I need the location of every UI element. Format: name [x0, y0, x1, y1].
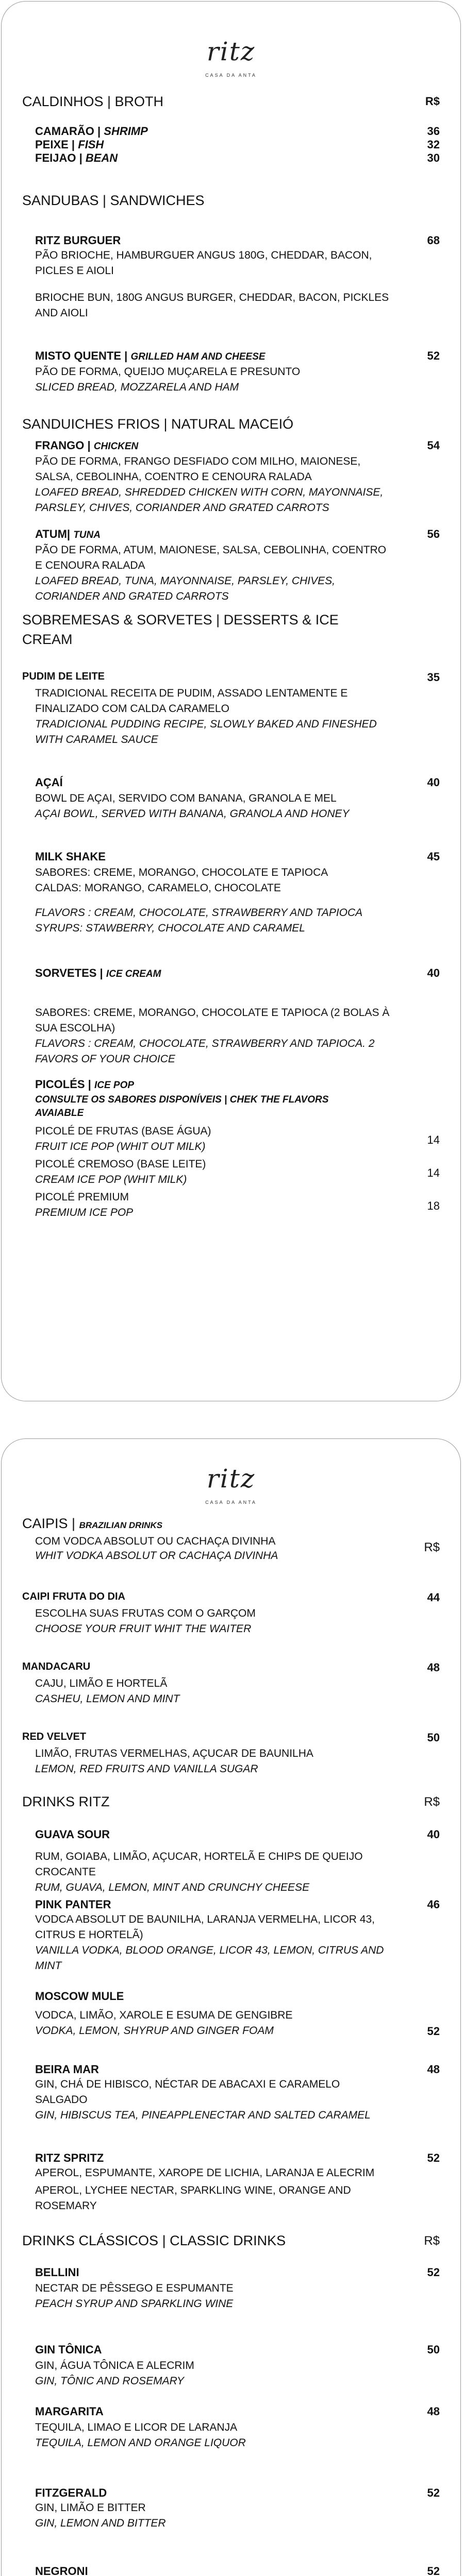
menu-item-price: 44 — [427, 1591, 440, 1604]
menu-item-price: 48 — [427, 2405, 440, 2418]
menu-item-name: NEGRONI — [35, 2565, 88, 2576]
menu-item-price: 52 — [427, 2486, 440, 2499]
menu-item-name: MARGARITA — [35, 2405, 104, 2418]
item-description-en: BRIOCHE BUN, 180G ANGUS BURGER, CHEDDAR, BACON, PICKLES — [35, 292, 389, 303]
flavors-note: CONSULTE OS SABORES DISPONÍVEIS | CHEK THE FLAVORS — [35, 1094, 329, 1105]
menu-page-1 — [1, 1, 461, 1401]
item-description-pt: CAJU, LIMÃO E HORTELÃ — [35, 1677, 168, 1689]
menu-item-price: 40 — [427, 967, 440, 979]
menu-item-name: FRANGO | CHICKEN — [35, 439, 139, 452]
ritz-logo — [2, 27, 460, 78]
menu-item-price: 54 — [427, 439, 440, 452]
item-description-pt: TRADICIONAL RECEITA DE PUDIM, ASSADO LENTAMENTE E — [35, 687, 348, 699]
menu-item-name: GIN TÔNICA — [35, 2343, 102, 2356]
item-description-en: AÇAI BOWL, SERVED WITH BANANA, GRANOLA AND HONEY — [35, 808, 350, 820]
menu-item-price: 50 — [427, 1731, 440, 1744]
menu-item-price: 56 — [427, 528, 440, 540]
menu-item-name: RITZ BURGUER — [35, 234, 121, 247]
menu-item-name: MANDACARU — [22, 1661, 91, 1672]
item-description-pt: PICOLÉ CREMOSO (BASE LEITE) — [35, 1158, 206, 1170]
menu-item-price: 35 — [427, 671, 440, 684]
ritz-logo — [2, 1454, 460, 1505]
item-description-pt: CITRUS E HORTELÃ) — [35, 1929, 143, 1941]
item-description-pt: FINALIZADO COM CALDA CARAMELO — [35, 703, 229, 715]
item-description-en: SYRUPS: STAWBERRY, CHOCOLATE AND CARAMEL — [35, 922, 305, 934]
menu-item-name: FITZGERALD — [35, 2486, 107, 2499]
logo-tagline: CASA DA ANTA — [205, 1500, 257, 1505]
menu-item-name: MISTO QUENTE | GRILLED HAM AND CHEESE — [35, 349, 266, 362]
section-description-pt: COM VODCA ABSOLUT OU CACHAÇA DIVINHA — [35, 1535, 276, 1547]
item-description-pt: SABORES: CREME, MORANGO, CHOCOLATE E TAPIOCA — [35, 867, 328, 878]
menu-item-name: CAMARÃO | SHRIMP — [35, 125, 148, 138]
item-description-pt: SABORES: CREME, MORANGO, CHOCOLATE E TAPIOCA (2 BOLAS À — [35, 1007, 390, 1019]
menu-item-price: 30 — [427, 151, 440, 164]
section-title-caldinhos: CALDINHOS | BROTH — [22, 94, 164, 109]
item-description-en: FAVORS OF YOUR CHOICE — [35, 1053, 175, 1065]
item-description-pt: APEROL, ESPUMANTE, XAROPE DE LICHIA, LARANJA E ALECRIM — [35, 2167, 375, 2179]
item-description-pt: E CENOURA RALADA — [35, 560, 145, 571]
currency-label: R$ — [424, 2234, 440, 2248]
item-description-pt: TEQUILA, LIMAO E LICOR DE LARANJA — [35, 2421, 238, 2433]
flavors-note: AVAIABLE — [35, 1108, 84, 1118]
menu-item-price: 50 — [427, 2343, 440, 2356]
menu-item-name: ATUM| TUNA — [35, 528, 101, 540]
item-description-en: PARSLEY, CHIVES, CORIANDER AND GRATED CARROTS — [35, 502, 329, 514]
item-description-en: FLAVORS : CREAM, CHOCOLATE, STRAWBERRY AND TAPIOCA. 2 — [35, 1038, 375, 1049]
item-description-pt: BOWL DE AÇAI, SERVIDO COM BANANA, GRANOLA E MEL — [35, 792, 337, 804]
item-description-pt: CROCANTE — [35, 1866, 96, 1878]
section-title-sobremesas-2: CREAM — [22, 632, 73, 647]
logo-wordmark: ritz — [206, 1464, 256, 1494]
menu-item-price: 14 — [427, 1133, 440, 1146]
menu-item-price: 52 — [427, 349, 440, 362]
item-description-en: WITH CARAMEL SAUCE — [35, 734, 158, 745]
item-description-en: AND AIOLI — [35, 307, 88, 319]
item-description-pt: SALSA, CEBOLINHA, COENTRO E CENOURA RALADA — [35, 471, 312, 483]
item-description-pt: NECTAR DE PÊSSEGO E ESPUMANTE — [35, 2282, 234, 2294]
section-description-en: WHIT VODKA ABSOLUT OR CACHAÇA DIVINHA — [35, 1550, 278, 1562]
menu-item-price: 40 — [427, 1828, 440, 1841]
menu-item-name: RITZ SPRITZ — [35, 2151, 104, 2164]
item-description-en: CORIANDER AND GRATED CARROTS — [35, 590, 229, 602]
menu-item-name: FEIJAO | BEAN — [35, 151, 118, 164]
menu-item-price: 36 — [427, 125, 440, 138]
item-description-pt: VODCA ABSOLUT DE BAUNILHA, LARANJA VERMELHA, LICOR 43, — [35, 1913, 375, 1925]
item-description-en: VANILLA VODKA, BLOOD ORANGE, LICOR 43, LEMON, CITRUS AND — [35, 1944, 384, 1956]
item-description-en: TRADICIONAL PUDDING RECIPE, SLOWLY BAKED AND FINESHED — [35, 718, 377, 730]
menu-item-name: PUDIM DE LEITE — [22, 671, 105, 682]
item-description-en: PREMIUM ICE POP — [35, 1207, 134, 1218]
item-description-pt: CALDAS: MORANGO, CARAMELO, CHOCOLATE — [35, 882, 281, 894]
item-description-en: CHOOSE YOUR FRUIT WHIT THE WAITER — [35, 1623, 252, 1635]
item-description-en: PEACH SYRUP AND SPARKLING WINE — [35, 2298, 234, 2310]
menu-item-price: 68 — [427, 234, 440, 247]
section-title-sandubas: SANDUBAS | SANDWICHES — [22, 193, 205, 208]
item-description-en: APEROL, LYCHEE NECTAR, SPARKLING WINE, ORANGE AND — [35, 2184, 351, 2196]
section-title-frios: SANDUICHES FRIOS | NATURAL MACEIÓ — [22, 416, 294, 432]
item-description-pt: GIN, LIMÃO E BITTER — [35, 2502, 146, 2514]
item-description-pt: SUA ESCOLHA) — [35, 1022, 115, 1034]
menu-item-name: BELLINI — [35, 2266, 79, 2279]
item-description-en: FRUIT ICE POP (WHIT OUT MILK) — [35, 1141, 206, 1153]
logo-wordmark: ritz — [206, 37, 256, 66]
item-description-pt: PÃO DE FORMA, FRANGO DESFIADO COM MILHO, MAIONESE, — [35, 455, 361, 467]
menu-item-price: 45 — [427, 850, 440, 863]
menu-item-name: PICOLÉS | ICE POP — [35, 1078, 135, 1091]
menu-item-price: 52 — [427, 2151, 440, 2164]
item-description-pt: PÃO DE FORMA, QUEIJO MUÇARELA E PRESUNTO — [35, 366, 301, 378]
item-description-en: RUM, GUAVA, LEMON, MINT AND CRUNCHY CHEESE — [35, 1882, 310, 1893]
menu-item-name: PINK PANTER — [35, 1898, 111, 1911]
section-title-caipis: CAIPIS | BRAZILIAN DRINKS — [22, 1516, 163, 1531]
item-description-en: CASHEU, LEMON AND MINT — [35, 1693, 180, 1705]
menu-item-name: SORVETES | ICE CREAM — [35, 967, 161, 979]
item-description-en: FLAVORS : CREAM, CHOCOLATE, STRAWBERRY AND TAPIOCA — [35, 907, 363, 919]
item-description-en: VODKA, LEMON, SHYRUP AND GINGER FOAM — [35, 2025, 274, 2037]
item-description-pt: PICOLÉ PREMIUM — [35, 1191, 129, 1203]
menu-item-name: CAIPI FRUTA DO DIA — [22, 1591, 125, 1602]
menu-item-price: 48 — [427, 2063, 440, 2076]
section-title-drinks-ritz: DRINKS RITZ — [22, 1794, 110, 1809]
menu-item-price: 18 — [427, 1199, 440, 1212]
menu-item-price: 52 — [427, 2266, 440, 2279]
item-description-en: SLICED BREAD, MOZZARELA AND HAM — [35, 381, 239, 393]
item-description-pt: PICOLÉ DE FRUTAS (BASE ÁGUA) — [35, 1125, 211, 1137]
item-description-en: CREAM ICE POP (WHIT MILK) — [35, 1174, 187, 1185]
item-description-pt: GIN, CHÁ DE HIBISCO, NÉCTAR DE ABACAXI E CARAMELO — [35, 2078, 340, 2090]
logo-tagline: CASA DA ANTA — [205, 73, 257, 78]
section-title-sobremesas: SOBREMESAS & SORVETES | DESSERTS & ICE — [22, 612, 339, 628]
menu-item-price: 14 — [427, 1166, 440, 1179]
item-description-en: MINT — [35, 1960, 62, 1972]
item-description-en: GIN, HIBISCUS TEA, PINEAPPLENECTAR AND SALTED CARAMEL — [35, 2109, 371, 2121]
item-description-pt: PÃO DE FORMA, ATUM, MAIONESE, SALSA, CEBOLINHA, COENTRO — [35, 544, 387, 556]
currency-label: R$ — [425, 95, 440, 108]
item-description-pt: PÃO BRIOCHE, HAMBURGUER ANGUS 180G, CHEDDAR, BACON, — [35, 249, 372, 261]
menu-item-price: 40 — [427, 776, 440, 789]
item-description-en: TEQUILA, LEMON AND ORANGE LIQUOR — [35, 2437, 246, 2449]
menu-item-price: 52 — [427, 2025, 440, 2038]
item-description-en: GIN, LEMON AND BITTER — [35, 2517, 166, 2529]
menu-item-price: 32 — [427, 138, 440, 151]
menu-page-2 — [1, 1438, 461, 2576]
item-description-pt: GIN, ÁGUA TÔNICA E ALECRIM — [35, 2360, 194, 2371]
item-description-pt: SALGADO — [35, 2094, 88, 2106]
menu-item-name: MOSCOW MULE — [35, 1990, 124, 2003]
menu-item-price: 52 — [427, 2565, 440, 2576]
currency-label: R$ — [424, 1795, 440, 1809]
menu-item-price: 46 — [427, 1898, 440, 1911]
menu-item-name: GUAVA SOUR — [35, 1828, 110, 1841]
menu-item-name: BEIRA MAR — [35, 2063, 99, 2076]
item-description-en: ROSEMARY — [35, 2200, 97, 2212]
item-description-pt: ESCOLHA SUAS FRUTAS COM O GARÇOM — [35, 1607, 256, 1619]
item-description-en: LOAFED BREAD, SHREDDED CHICKEN WITH CORN, MAYONNAISE, — [35, 486, 384, 498]
item-description-pt: LIMÃO, FRUTAS VERMELHAS, AÇUCAR DE BAUNILHA — [35, 1748, 313, 1759]
menu-item-name: PEIXE | FISH — [35, 138, 104, 151]
menu-item-name: RED VELVET — [22, 1731, 87, 1742]
menu-item-price: 48 — [427, 1661, 440, 1674]
item-description-en: GIN, TÔNIC AND ROSEMARY — [35, 2375, 184, 2387]
item-description-pt: RUM, GOIABA, LIMÃO, AÇUCAR, HORTELÃ E CHIPS DE QUEIJO — [35, 1851, 363, 1862]
item-description-pt: PICLES E AIOLI — [35, 265, 114, 277]
item-description-pt: VODCA, LIMÃO, XAROLE E ESUMA DE GENGIBRE — [35, 2009, 293, 2021]
item-description-en: LOAFED BREAD, TUNA, MAYONNAISE, PARSLEY, CHIVES, — [35, 575, 335, 587]
item-description-en: LEMON, RED FRUITS AND VANILLA SUGAR — [35, 1763, 258, 1775]
menu-item-name: MILK SHAKE — [35, 850, 106, 863]
section-title-classicos: DRINKS CLÁSSICOS | CLASSIC DRINKS — [22, 2233, 286, 2248]
currency-label: R$ — [424, 1540, 440, 1554]
menu-item-name: AÇAÍ — [35, 776, 63, 789]
